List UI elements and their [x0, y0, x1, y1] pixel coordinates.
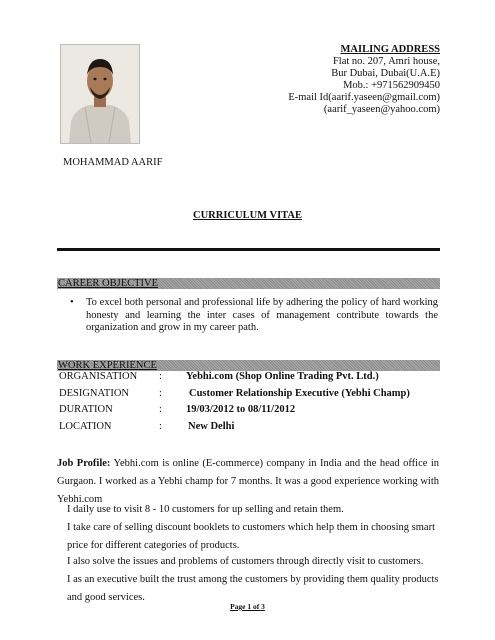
address-line: Bur Dubai, Dubai(U.A.E)	[331, 68, 440, 79]
horizontal-rule	[57, 248, 440, 251]
job-profile-text: Yebhi.com is online (E-commerce) company in India and the head office in Gurgaon. I worked as a Yebhi champ for 7 months. It was a good experience working with Yebhi.com	[57, 458, 439, 505]
row-colon: :	[159, 404, 162, 415]
candidate-name: MOHAMMAD AARIF	[63, 157, 163, 168]
email-secondary: (aarif_yaseen@yahoo.com)	[323, 104, 440, 115]
row-label: DURATION	[59, 404, 113, 415]
objective-paragraph: To excel both personal and professional life by adhering the policy of hard working honesty and learning the inter cases of management contribute towards the organization and grow in my career path.	[86, 297, 438, 333]
row-label: DESIGNATION	[59, 388, 129, 399]
section-title: WORK EXPERIENCE	[58, 360, 157, 371]
duty-item: I daily use to visit 8 - 10 customers for up selling and retain them.	[67, 504, 344, 515]
mobile-number: Mob.: +971562909450	[343, 80, 440, 91]
duty-item-text: I as an executive built the trust among the customers by providing them quality products and good services.	[67, 574, 439, 603]
career-objective-text	[70, 297, 438, 335]
mailing-address-heading: MAILING ADDRESS	[340, 44, 440, 55]
row-label: ORGANISATION	[59, 371, 138, 382]
address-line: Flat no. 207, Amri house,	[332, 56, 440, 67]
bullet-icon: •	[70, 297, 74, 308]
mailing-address	[288, 44, 440, 116]
job-profile-label: Job Profile:	[57, 458, 111, 469]
profile-photo	[60, 44, 140, 144]
row-value: Customer Relationship Executive (Yebhi Champ)	[189, 388, 410, 399]
person-photo-icon	[61, 45, 139, 143]
row-colon: :	[159, 371, 162, 382]
duty-item: I also solve the issues and problems of customers through directly visit to customers.	[67, 556, 424, 567]
row-label: LOCATION	[59, 421, 112, 432]
row-colon: :	[159, 421, 162, 432]
row-value: 19/03/2012 to 08/11/2012	[186, 404, 296, 415]
page-number: Page 1 of 3	[230, 602, 265, 611]
row-value: Yebhi.com (Shop Online Trading Pvt. Ltd.)	[186, 371, 379, 382]
document-title: CURRICULUM VITAE	[193, 210, 302, 221]
row-value: New Delhi	[188, 421, 235, 432]
section-header-career-objective	[57, 278, 440, 289]
section-title: CAREER OBJECTIVE	[58, 278, 159, 289]
email-primary: E-mail Id(aarif.yaseen@gmail.com)	[288, 92, 440, 103]
row-colon: :	[159, 388, 162, 399]
section-header-work-experience	[57, 360, 440, 371]
duty-item: I take care of selling discount booklets to customers which help them in choosing smart price for different categories of products.	[67, 522, 436, 551]
